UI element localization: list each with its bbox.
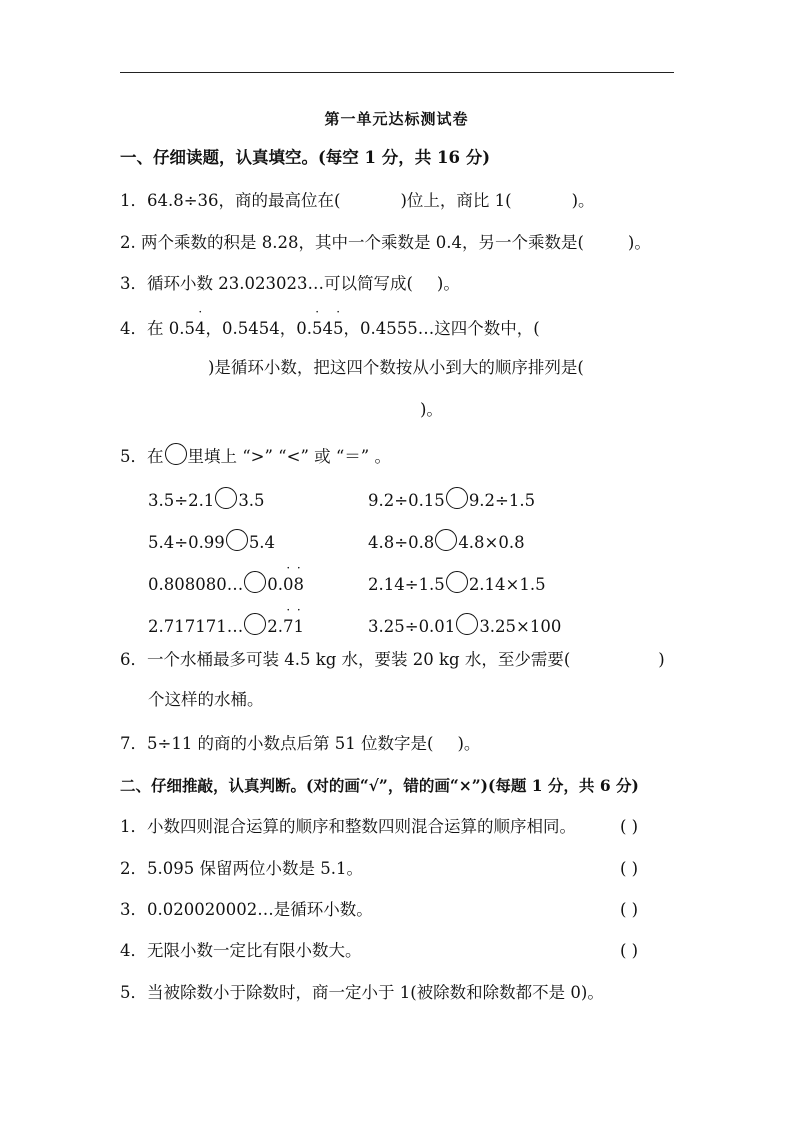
question-4 (120, 319, 540, 339)
expr-left: 0.808080… (148, 575, 244, 594)
q7-text-a: 7．5÷11 的商的小数点后第 51 位数字是( (120, 734, 434, 753)
expr-right: 2.14×1.5 (468, 575, 546, 594)
judge-item-4: 4．无限小数一定比有限小数大。 (120, 941, 362, 960)
q5-row3-left (148, 571, 304, 595)
q6-line-2: 个这样的水桶。 (148, 690, 264, 709)
answer-circle[interactable] (446, 571, 468, 593)
q7-text-b: )。 (457, 734, 481, 753)
q4-repeat-digit-2a: · 5 (312, 319, 323, 339)
q1-text-b: )位上，商比 1( (400, 191, 512, 210)
judge-paren-3[interactable]: ( ) (620, 900, 639, 919)
q4-text-2: ，0.5454，0. (205, 319, 312, 338)
q2-text-a: 2. 两个乘数的积是 8.28，其中一个乘数是 0.4，另一个乘数是( (120, 233, 584, 252)
q4-text-1: 4．在 0.5 (120, 319, 195, 338)
q5-row1-left (148, 487, 265, 511)
repeat-digit: · 8 (293, 575, 304, 595)
q5-text-a: 5．在 (120, 447, 164, 466)
repeat-digit: · 7 (283, 617, 294, 637)
answer-circle[interactable] (215, 487, 237, 509)
expr-left: 5.4÷0.99 (148, 533, 225, 552)
q2-text-b: )。 (627, 233, 651, 252)
repeat-digit: · 0 (283, 575, 294, 595)
q4-line-2: )是循环小数，把这四个数按从小到大的顺序排列是( (208, 358, 584, 377)
judge-paren-1[interactable]: ( ) (620, 817, 639, 836)
expr-left: 2.717171… (148, 617, 244, 636)
judge-item-1: 1．小数四则混合运算的顺序和整数四则混合运算的顺序相同。 (120, 817, 576, 836)
answer-circle[interactable] (456, 613, 478, 635)
q4-digit-mid: 4 (322, 319, 333, 338)
expr-right: 3.5 (238, 491, 265, 510)
repeat-digit: · 1 (293, 617, 304, 637)
expr-left: 9.2÷0.15 (368, 491, 445, 510)
answer-circle[interactable] (244, 571, 266, 593)
q4-repeat-digit-1: · 4 (195, 319, 206, 339)
header-rule (120, 72, 674, 73)
answer-circle[interactable] (244, 613, 266, 635)
question-3 (120, 274, 460, 294)
expr-left: 2.14÷1.5 (368, 575, 445, 594)
q5-row4-right (368, 613, 561, 637)
expr-right: 3.25×100 (479, 617, 562, 636)
judge-paren-4[interactable]: ( ) (620, 941, 639, 960)
q3-text-b: )。 (436, 274, 460, 293)
expr-right: 9.2÷1.5 (468, 491, 536, 510)
section-1-heading: 一、仔细读题，认真填空。(每空 1 分，共 16 分) (120, 148, 491, 167)
judge-item-5: 5．当被除数小于除数时，商一定小于 1(被除数和除数都不是 0)。 (120, 983, 604, 1002)
q4-repeat-digit-2b: · 5 (333, 319, 344, 339)
judge-item-3: 3．0.020020002…是循环小数。 (120, 900, 373, 919)
q5-row2-left (148, 529, 275, 553)
answer-circle[interactable] (226, 529, 248, 551)
judge-paren-2[interactable]: ( ) (620, 859, 639, 878)
q5-row4-left (148, 613, 304, 637)
q5-row2-right (368, 529, 525, 553)
q5-text-b: 里填上 “>” “<” 或 “＝” 。 (187, 447, 391, 466)
q6-text-b: ) (658, 650, 665, 669)
q4-line-3: )。 (420, 400, 443, 419)
expr-left: 3.5÷2.1 (148, 491, 215, 510)
q4-text-3: ，0.4555…这四个数中，( (343, 319, 540, 338)
expr-left: 3.25÷0.01 (368, 617, 456, 636)
question-7 (120, 734, 480, 754)
expr-right: 5.4 (248, 533, 276, 552)
question-6 (120, 650, 665, 670)
expr-right-prefix: 2. (267, 617, 283, 636)
q5-row3-right (368, 571, 546, 595)
q1-text-c: )。 (571, 191, 595, 210)
page-title: 第一单元达标测试卷 (324, 110, 469, 128)
compare-circle-icon (165, 443, 187, 465)
expr-right: 4.8×0.8 (458, 533, 525, 552)
answer-circle[interactable] (435, 529, 457, 551)
expr-left: 4.8÷0.8 (368, 533, 435, 552)
question-2 (120, 233, 651, 253)
question-5 (120, 443, 391, 467)
expr-right-prefix: 0. (267, 575, 283, 594)
q6-text-a: 6．一个水桶最多可装 4.5 kg 水，要装 20 kg 水，至少需要( (120, 650, 571, 669)
answer-circle[interactable] (446, 487, 468, 509)
question-1 (120, 191, 595, 211)
q1-text-a: 1．64.8÷36，商的最高位在( (120, 191, 341, 210)
judge-item-2: 2．5.095 保留两位小数是 5.1。 (120, 859, 363, 878)
q5-row1-right (368, 487, 535, 511)
q3-text-a: 3．循环小数 23.023023…可以简写成( (120, 274, 413, 293)
section-2-heading: 二、仔细推敲，认真判断。(对的画“√”，错的画“×”)(每题 1 分，共 6 分) (120, 776, 639, 795)
